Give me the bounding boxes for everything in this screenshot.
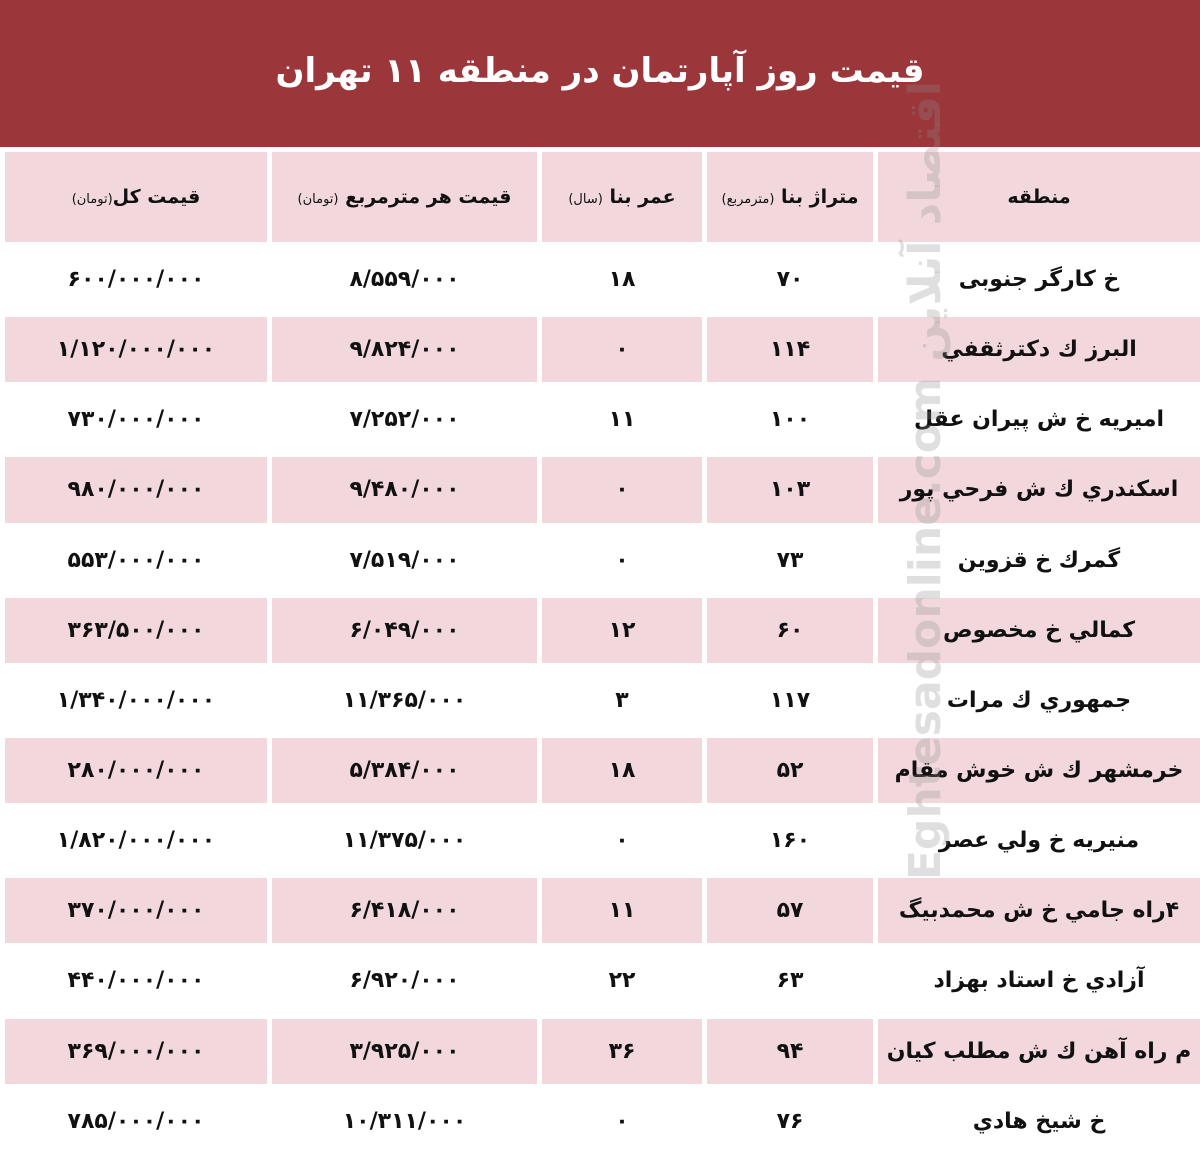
cell-region: اسكندري ك ش فرحي پور [878,457,1200,522]
table-row [5,668,1200,733]
cell-age: ۱۱ [542,878,702,943]
watermark: Eghtesadonline.com اقتصاد آنلاین [900,81,951,880]
cell-age: ۳۶ [542,1019,702,1084]
table-row [5,598,1200,663]
cell-region: خ شيخ هادي [878,1089,1200,1154]
cell-area: ۷۶ [707,1089,873,1154]
header-area-unit: (مترمربع) [721,192,775,207]
cell-age: ۱۲ [542,598,702,663]
header-area [707,152,873,242]
cell-age: ۰ [542,317,702,382]
cell-price-per-m2: ۷/۲۵۲/۰۰۰ [272,387,537,452]
cell-total-price: ۶۰۰/۰۰۰/۰۰۰ [5,247,267,312]
cell-area: ۶۰ [707,598,873,663]
cell-price-per-m2: ۹/۸۲۴/۰۰۰ [272,317,537,382]
header-total-price [5,152,267,242]
table-row [5,1089,1200,1154]
header-price-per-m2-unit: (تومان) [297,192,339,207]
cell-price-per-m2: ۷/۵۱۹/۰۰۰ [272,528,537,593]
cell-area: ۱۰۰ [707,387,873,452]
cell-age: ۱۸ [542,738,702,803]
table-header-row [5,152,1200,242]
header-region [878,152,1200,242]
cell-region: كمالي خ مخصوص [878,598,1200,663]
cell-region: خ کارگر جنوبی [878,247,1200,312]
header-price-per-m2 [272,152,537,242]
cell-age: ۰ [542,808,702,873]
cell-total-price: ۱/۸۲۰/۰۰۰/۰۰۰ [5,808,267,873]
cell-age: ۲۲ [542,948,702,1013]
cell-region: آزادي خ استاد بهزاد [878,948,1200,1013]
cell-region: البرز ك دكترثقفي [878,317,1200,382]
table-row [5,808,1200,873]
cell-area: ۶۳ [707,948,873,1013]
cell-total-price: ۱/۳۴۰/۰۰۰/۰۰۰ [5,668,267,733]
cell-age: ۱۱ [542,387,702,452]
table-row [5,387,1200,452]
cell-region: ۴راه جامي خ ش محمدبيگ [878,878,1200,943]
table-row [5,528,1200,593]
cell-age: ۰ [542,1089,702,1154]
cell-area: ۵۲ [707,738,873,803]
cell-total-price: ۳۶۳/۵۰۰/۰۰۰ [5,598,267,663]
cell-price-per-m2: ۱۰/۳۱۱/۰۰۰ [272,1089,537,1154]
header-total-price-unit: (تومان) [71,192,113,207]
cell-price-per-m2: ۶/۹۲۰/۰۰۰ [272,948,537,1013]
table-row [5,317,1200,382]
header-age-label: عمر بنا [609,186,676,208]
cell-region: م راه آهن ك ش مطلب كيان [878,1019,1200,1084]
cell-area: ۱۶۰ [707,808,873,873]
page-title: قیمت روز آپارتمان در منطقه ۱۱ تهران [275,50,925,91]
cell-total-price: ۷۳۰/۰۰۰/۰۰۰ [5,387,267,452]
cell-area: ۷۳ [707,528,873,593]
cell-area: ۹۴ [707,1019,873,1084]
cell-total-price: ۹۸۰/۰۰۰/۰۰۰ [5,457,267,522]
cell-region: اميريه خ ش پيران عقل [878,387,1200,452]
header-age [542,152,702,242]
cell-total-price: ۳۶۹/۰۰۰/۰۰۰ [5,1019,267,1084]
cell-area: ۵۷ [707,878,873,943]
cell-price-per-m2: ۳/۹۲۵/۰۰۰ [272,1019,537,1084]
cell-price-per-m2: ۶/۰۴۹/۰۰۰ [272,598,537,663]
table-row [5,247,1200,312]
header-area-label: متراژ بنا [781,186,859,208]
table-row [5,1019,1200,1084]
header-total-price-label: قیمت کل [112,186,201,208]
cell-total-price: ۴۴۰/۰۰۰/۰۰۰ [5,948,267,1013]
cell-age: ۰ [542,528,702,593]
cell-region: منيريه خ ولي عصر [878,808,1200,873]
title-banner [0,0,1200,147]
cell-total-price: ۵۵۳/۰۰۰/۰۰۰ [5,528,267,593]
header-price-per-m2-label: قیمت هر مترمربع [345,186,512,208]
cell-region: گمرك خ قزوين [878,528,1200,593]
cell-total-price: ۳۷۰/۰۰۰/۰۰۰ [5,878,267,943]
table-row [5,738,1200,803]
cell-price-per-m2: ۱۱/۳۷۵/۰۰۰ [272,808,537,873]
cell-price-per-m2: ۱۱/۳۶۵/۰۰۰ [272,668,537,733]
cell-age: ۰ [542,457,702,522]
cell-price-per-m2: ۶/۴۱۸/۰۰۰ [272,878,537,943]
cell-area: ۱۱۴ [707,317,873,382]
cell-area: ۱۱۷ [707,668,873,733]
cell-age: ۳ [542,668,702,733]
cell-region: جمهوري ك مرات [878,668,1200,733]
cell-area: ۷۰ [707,247,873,312]
cell-region: خرمشهر ك ش خوش مقام [878,738,1200,803]
table-row [5,457,1200,522]
table-row [5,948,1200,1013]
header-age-unit: (سال) [568,192,603,207]
cell-total-price: ۱/۱۲۰/۰۰۰/۰۰۰ [5,317,267,382]
cell-area: ۱۰۳ [707,457,873,522]
cell-total-price: ۷۸۵/۰۰۰/۰۰۰ [5,1089,267,1154]
cell-price-per-m2: ۵/۳۸۴/۰۰۰ [272,738,537,803]
cell-price-per-m2: ۸/۵۵۹/۰۰۰ [272,247,537,312]
cell-total-price: ۲۸۰/۰۰۰/۰۰۰ [5,738,267,803]
table-row [5,878,1200,943]
header-region-label: منطقه [1007,186,1071,208]
cell-age: ۱۸ [542,247,702,312]
price-table [0,147,1200,1159]
cell-price-per-m2: ۹/۴۸۰/۰۰۰ [272,457,537,522]
